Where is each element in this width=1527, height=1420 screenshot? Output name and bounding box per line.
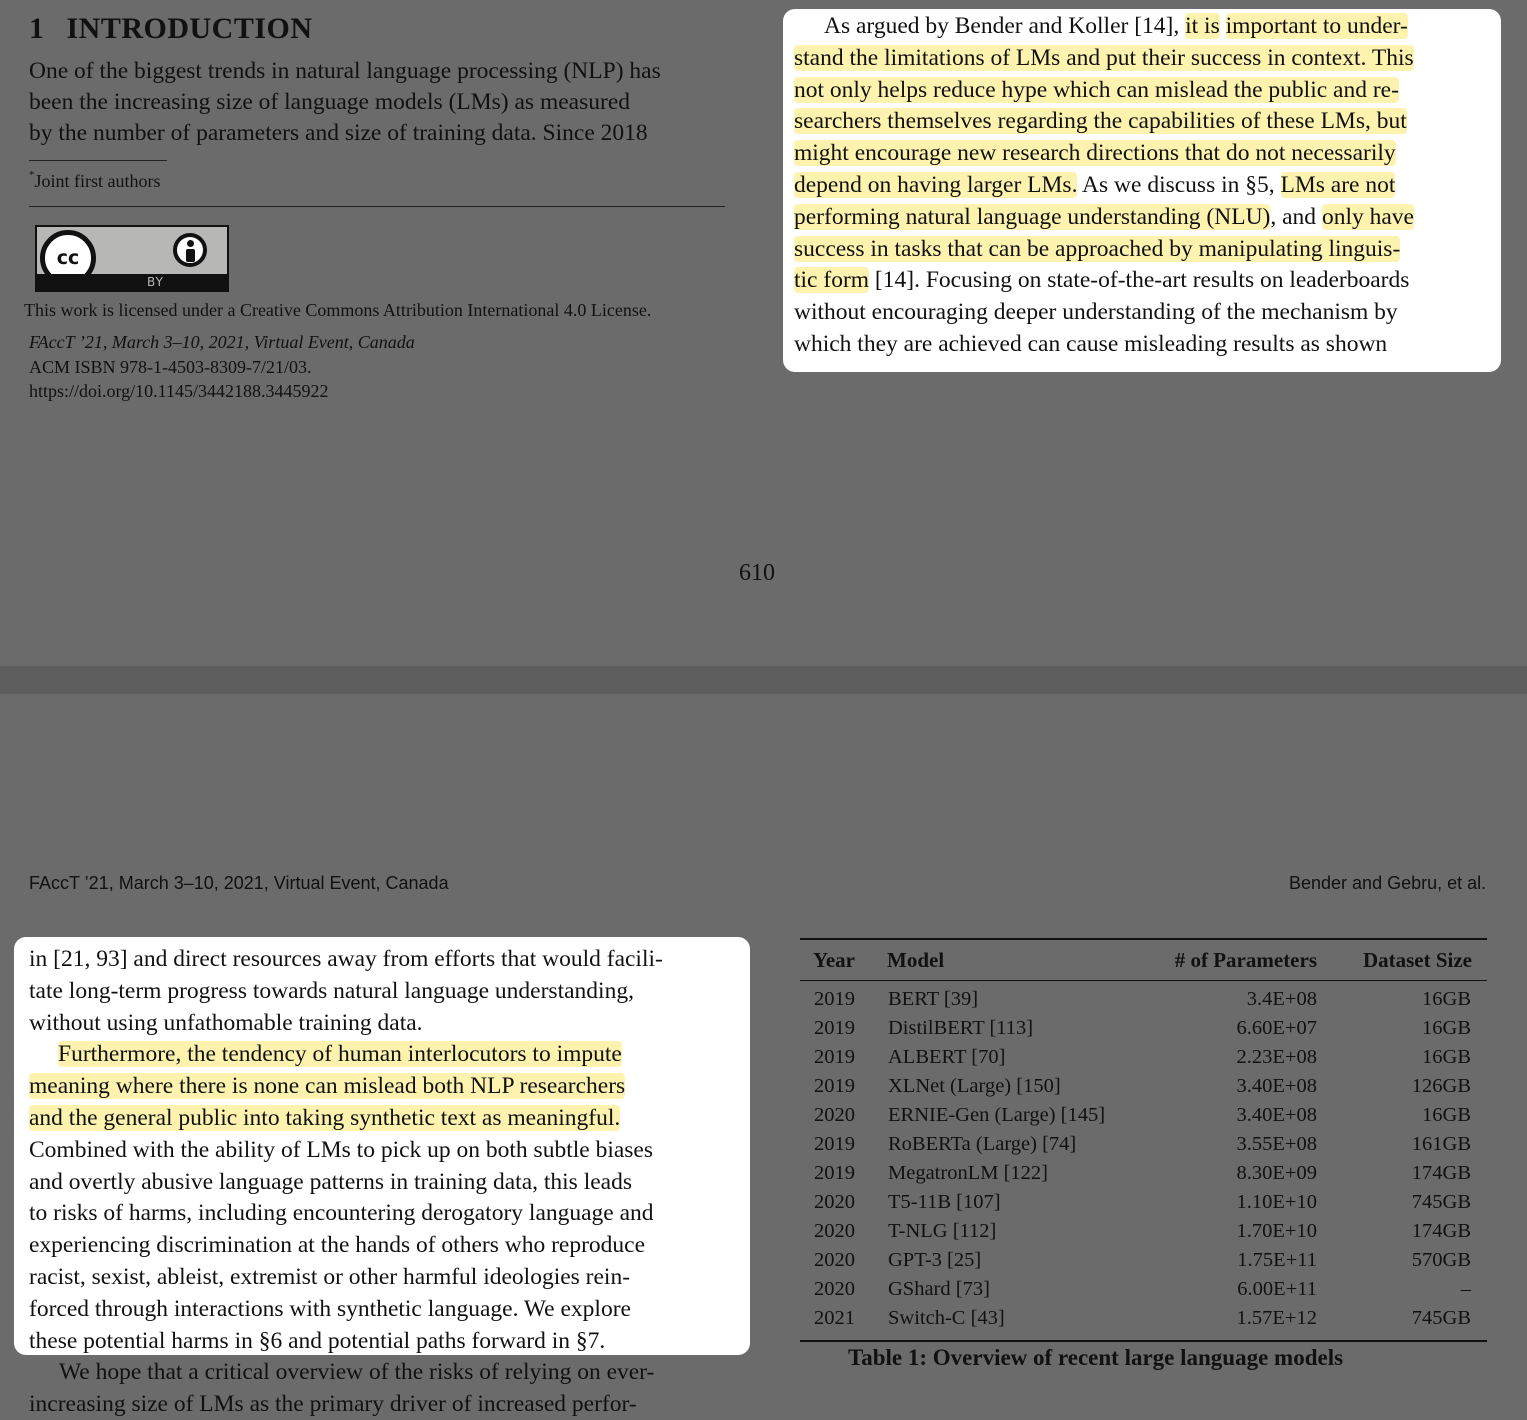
license-text: This work is licensed under a Creative Commons Attribution International 4.0 License.	[24, 300, 652, 320]
cell-parameters: 3.4E+08	[1246, 988, 1317, 1010]
table-bottom-rule	[800, 1340, 1487, 1342]
table-row	[800, 1075, 1487, 1104]
running-head-right: Bender and Gebru, et al.	[1289, 873, 1487, 893]
cell-model: MegatronLM [122]	[888, 1162, 1048, 1184]
cell-model: XLNet (Large) [150]	[888, 1075, 1061, 1097]
cell-parameters: 1.75E+11	[1237, 1249, 1317, 1271]
text-run: Combined with the ability of LMs to pick up on both subtle biases	[29, 1136, 654, 1163]
cell-year: 2020	[814, 1249, 855, 1271]
text-line	[29, 1134, 653, 1166]
highlighted-text: tic form	[794, 267, 870, 294]
cell-year: 2020	[814, 1220, 855, 1242]
highlighted-text: success in tasks that can be approached by manipulating linguis-	[794, 235, 1401, 262]
text-line	[29, 975, 634, 1007]
badge-by-label: BY	[147, 275, 164, 289]
table-row	[800, 1133, 1487, 1162]
cell-dataset-size: 16GB	[1422, 1104, 1471, 1126]
highlighted-text: performing natural language understanding (NLU)	[794, 203, 1271, 230]
cell-dataset-size: 16GB	[1422, 988, 1471, 1010]
cell-model: GShard [73]	[888, 1278, 990, 1300]
creative-commons-badge[interactable]	[35, 225, 229, 292]
page-divider	[0, 666, 1527, 694]
text-line	[794, 105, 1407, 137]
cell-year: 2019	[814, 1017, 855, 1039]
highlighted-text: depend on having larger LMs.	[794, 172, 1078, 198]
col-header-year: Year	[813, 948, 855, 972]
col-header-model: Model	[887, 948, 945, 972]
cc-icon: cc	[40, 230, 96, 286]
text-line	[29, 1229, 645, 1261]
cell-year: 2019	[814, 988, 855, 1010]
text-run: without using unfathomable training data.	[29, 1009, 423, 1036]
section-title: INTRODUCTION	[66, 12, 313, 45]
cell-year: 2020	[814, 1191, 855, 1213]
col-header-dataset-size: Dataset Size	[1362, 948, 1472, 972]
cell-year: 2019	[814, 1133, 855, 1155]
text-line	[794, 137, 1396, 169]
text-run	[1220, 13, 1226, 39]
cell-parameters: 3.40E+08	[1236, 1075, 1317, 1097]
table-row	[800, 1220, 1487, 1249]
cell-model: BERT [39]	[888, 988, 979, 1010]
cell-model: T-NLG [112]	[888, 1220, 997, 1242]
text-line	[29, 1197, 654, 1229]
text-line	[58, 1038, 622, 1070]
highlighted-text: LMs are not	[1280, 172, 1396, 198]
cell-year: 2019	[814, 1046, 855, 1068]
highlighted-text: not only helps reduce hype which can mislead the public and re-	[794, 76, 1399, 103]
cell-dataset-size: 174GB	[1411, 1162, 1471, 1184]
table-top-rule	[800, 938, 1487, 940]
table-caption: Table 1: Overview of recent large language models	[848, 1345, 1344, 1370]
cell-parameters: 3.55E+08	[1236, 1133, 1317, 1155]
highlighted-text: stand the limitations of LMs and put their success in context. This	[794, 44, 1414, 71]
table-row	[800, 1046, 1487, 1075]
text-run: As we discuss in §5,	[1077, 172, 1281, 198]
table-row	[800, 1307, 1487, 1336]
highlighted-text: important to under-	[1225, 13, 1408, 39]
cell-model: Switch-C [43]	[888, 1307, 1005, 1329]
cell-parameters: 3.40E+08	[1236, 1104, 1317, 1126]
table-header-rule	[800, 980, 1487, 981]
text-line	[794, 264, 1409, 296]
highlighted-text: and the general public into taking synthetic text as meaningful.	[29, 1105, 621, 1131]
cell-model: ALBERT [70]	[888, 1046, 1006, 1068]
license-rule	[29, 206, 725, 207]
section-number: 1	[29, 12, 45, 45]
isbn: ACM ISBN 978-1-4503-8309-7/21/03.	[29, 357, 312, 377]
table-row	[800, 1017, 1487, 1046]
cell-year: 2020	[814, 1104, 855, 1126]
cell-parameters: 6.60E+07	[1236, 1017, 1317, 1039]
text-run: As argued by Bender and Koller [14],	[824, 13, 1186, 39]
text-line	[794, 296, 1398, 328]
text-line	[29, 1293, 631, 1325]
highlighted-text: meaning where there is none can mislead both NLP researchers	[29, 1073, 626, 1100]
badge-band	[37, 274, 227, 290]
doi-link[interactable]: https://doi.org/10.1145/3442188.3445922	[29, 381, 329, 401]
text-line	[794, 74, 1399, 106]
cell-year: 2019	[814, 1162, 855, 1184]
footnote-text: Joint first authors	[34, 171, 161, 191]
cell-dataset-size: –	[1460, 1278, 1471, 1300]
text-line	[29, 1102, 620, 1134]
text-run: experiencing discrimination at the hands of others who reproduce	[29, 1232, 646, 1259]
col-header-parameters: # of Parameters	[1174, 948, 1317, 972]
table-row	[800, 1162, 1487, 1191]
intro-line-1: One of the biggest trends in natural language processing (NLP) has	[29, 58, 661, 84]
text-line	[29, 1007, 423, 1039]
text-run: in [21, 93] and direct resources away from efforts that would facili-	[29, 946, 663, 972]
cell-dataset-size: 126GB	[1411, 1075, 1471, 1097]
cell-parameters: 1.10E+10	[1236, 1191, 1317, 1213]
focus-card-top	[783, 9, 1501, 372]
text-run: which they are achieved can cause misleading results as shown	[794, 331, 1388, 357]
text-run: [14]. Focusing on state-of-the-art results on leaderboards	[869, 267, 1410, 294]
intro-line-2: been the increasing size of language models (LMs) as measured	[29, 89, 630, 115]
cell-dataset-size: 161GB	[1411, 1133, 1471, 1155]
attribution-person-icon	[173, 233, 207, 267]
footnote-mark: *	[29, 169, 35, 181]
text-run: , and	[1270, 203, 1322, 230]
text-run: without encouraging deeper understanding of the mechanism by	[794, 299, 1398, 326]
cell-model: GPT-3 [25]	[888, 1249, 982, 1271]
tail-line-2: increasing size of LMs as the primary driver of increased perfor-	[29, 1391, 637, 1417]
cell-model: RoBERTa (Large) [74]	[888, 1133, 1077, 1155]
text-line	[29, 1325, 605, 1357]
cell-year: 2020	[814, 1278, 855, 1300]
cell-dataset-size: 174GB	[1411, 1220, 1471, 1242]
tail-line-1: We hope that a critical overview of the risks of relying on ever-	[59, 1359, 655, 1385]
cell-dataset-size: 16GB	[1422, 1046, 1471, 1068]
text-line	[29, 1070, 625, 1102]
running-head-left: FAccT ’21, March 3–10, 2021, Virtual Event, Canada	[29, 873, 449, 893]
cell-parameters: 2.23E+08	[1236, 1046, 1317, 1068]
cell-dataset-size: 745GB	[1411, 1191, 1471, 1213]
text-run: forced through interactions with synthetic language. We explore	[29, 1295, 631, 1322]
text-line	[794, 328, 1387, 360]
text-line	[29, 1261, 630, 1293]
cell-dataset-size: 16GB	[1422, 1017, 1471, 1039]
text-run: racist, sexist, ableist, extremist or other harmful ideologies rein-	[29, 1264, 631, 1290]
highlighted-text: searchers themselves regarding the capabilities of these LMs, but	[794, 108, 1407, 135]
cell-parameters: 6.00E+11	[1237, 1278, 1317, 1300]
cell-model: DistilBERT [113]	[888, 1017, 1034, 1039]
text-run: and overtly abusive language patterns in training data, this leads	[29, 1168, 632, 1195]
focus-card-bottom	[14, 937, 750, 1355]
text-line	[794, 233, 1400, 265]
page-number: 610	[739, 560, 775, 586]
text-line	[824, 10, 1408, 42]
cell-model: T5-11B [107]	[888, 1191, 1001, 1213]
cell-dataset-size: 745GB	[1411, 1307, 1471, 1329]
intro-line-3: by the number of parameters and size of training data. Since 2018	[29, 120, 648, 146]
cell-model: ERNIE-Gen (Large) [145]	[888, 1104, 1106, 1126]
text-line	[794, 201, 1414, 233]
highlighted-text: Furthermore, the tendency of human interlocutors to impute	[58, 1041, 622, 1068]
text-run: these potential harms in §6 and potential paths forward in §7.	[29, 1327, 606, 1354]
cell-parameters: 1.57E+12	[1236, 1307, 1317, 1329]
text-line	[29, 943, 663, 975]
cell-year: 2021	[814, 1307, 855, 1329]
text-line	[29, 1166, 632, 1198]
cell-year: 2019	[814, 1075, 855, 1097]
text-run: tate long-term progress towards natural language understanding,	[29, 977, 634, 1004]
footnote	[29, 171, 161, 192]
text-run: to risks of harms, including encountering derogatory language and	[29, 1200, 654, 1227]
section-heading	[29, 12, 313, 46]
table-row	[800, 1191, 1487, 1220]
footnote-rule	[29, 160, 167, 161]
cell-parameters: 1.70E+10	[1236, 1220, 1317, 1242]
text-line	[794, 42, 1414, 74]
table-row	[800, 988, 1487, 1017]
conference-info: FAccT ’21, March 3–10, 2021, Virtual Event, Canada	[29, 332, 415, 352]
cell-parameters: 8.30E+09	[1236, 1162, 1317, 1184]
cell-dataset-size: 570GB	[1411, 1249, 1471, 1271]
table-row	[800, 1249, 1487, 1278]
highlighted-text: it is	[1185, 13, 1220, 39]
highlighted-text: might encourage new research directions that do not necessarily	[794, 140, 1396, 167]
text-line	[794, 169, 1395, 201]
highlighted-text: only have	[1321, 203, 1414, 230]
table-row	[800, 1278, 1487, 1307]
table-row	[800, 1104, 1487, 1133]
